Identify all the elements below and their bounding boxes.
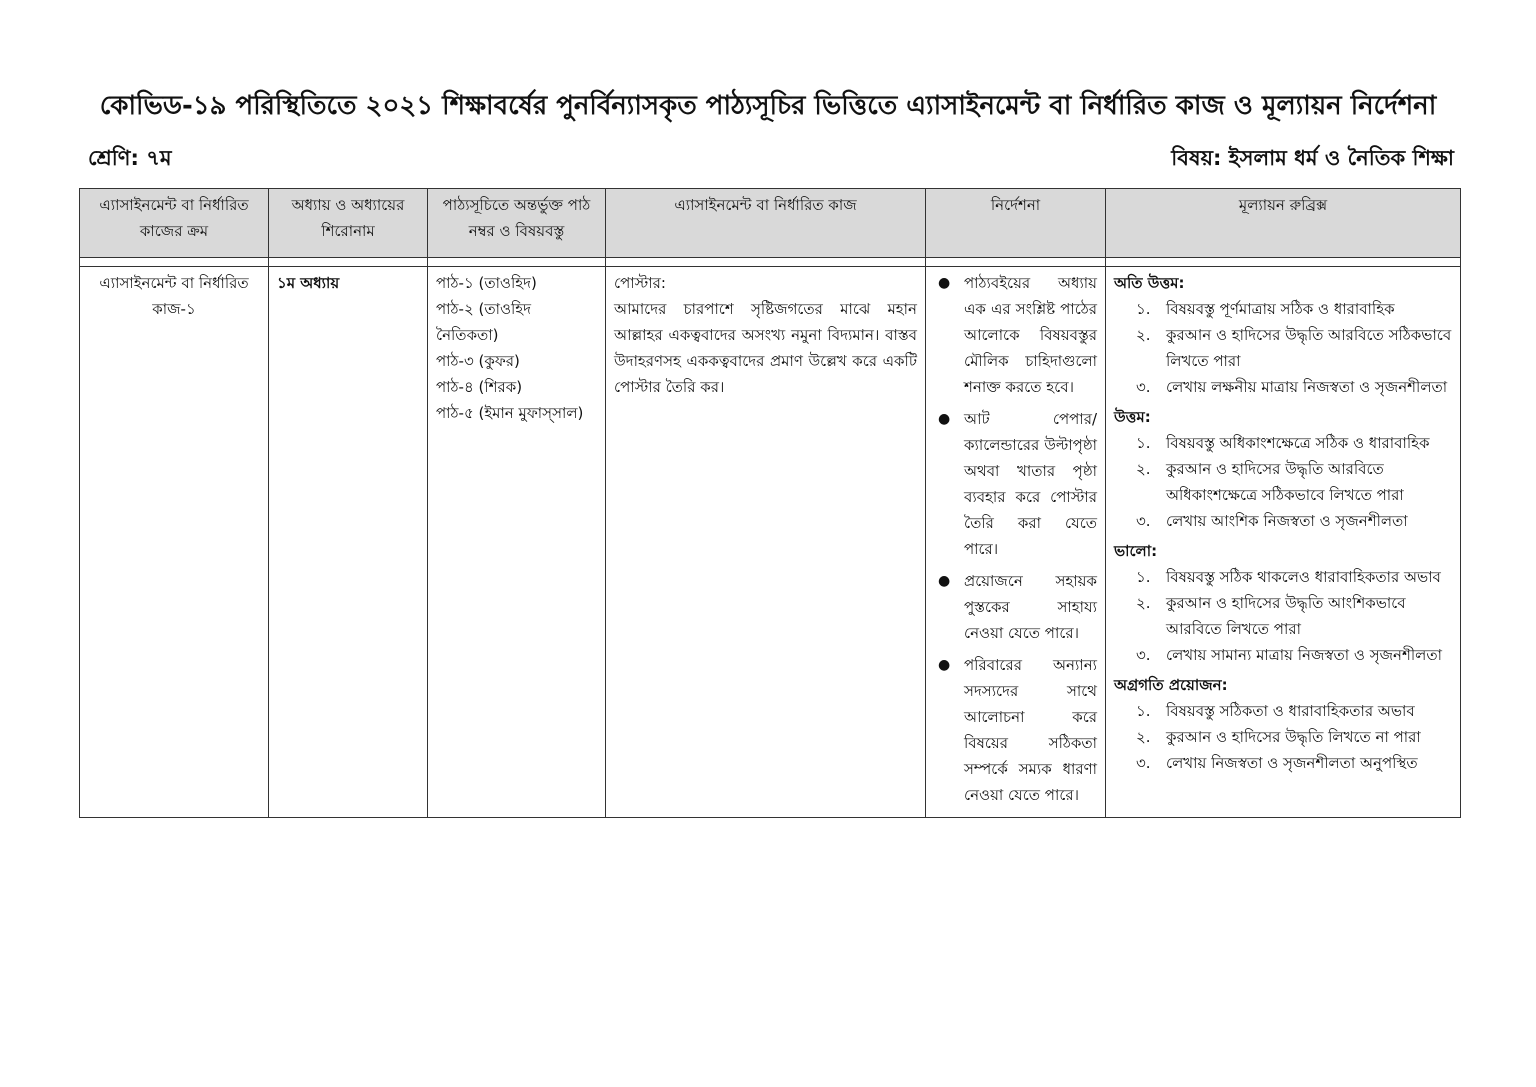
list-item (1114, 322, 1452, 374)
list-item (1114, 508, 1452, 534)
rubric-text: বিষয়বস্তু সঠিক থাকলেও ধারাবাহিকতার অভাব (1166, 568, 1441, 586)
rubric-number: ৩. (1136, 754, 1151, 772)
rubric-text: বিষয়বস্তু পূর্ণমাত্রায় সঠিক ও ধারাবাহিক (1166, 300, 1395, 318)
list-item (934, 652, 1097, 808)
lesson-item: পাঠ-১ (তাওহিদ) (436, 274, 537, 292)
rubric-number: ২. (1136, 326, 1151, 344)
rubric-text: লেখায় আংশিক নিজস্বতা ও সৃজনশীলতা (1166, 512, 1408, 530)
list-item (1114, 456, 1452, 508)
table-gap-row (80, 258, 1461, 267)
table-row (80, 267, 1461, 818)
cell-task (606, 267, 926, 818)
header-rubrics: মূল্যায়ন রুব্রিক্স (1106, 189, 1461, 258)
list-item (1114, 724, 1452, 750)
header-lessons: পাঠ্যসূচিতে অন্তর্ভুক্ত পাঠ নম্বর ও বিষয়বস্তু (428, 189, 606, 258)
rubric-list (1114, 430, 1452, 534)
bullet-icon: ● (938, 573, 951, 589)
instruction-text: পাঠ্যবইয়ের অধ্যায় এক এর সংশ্লিষ্ট পাঠের আলোকে বিষয়বস্তুর মৌলিক চাহিদাগুলো শনাক্ত করতে হবে। (964, 274, 1097, 396)
table-header-row (80, 189, 1461, 258)
instruction-list (934, 270, 1097, 808)
instruction-text: প্রয়োজনে সহায়ক পুস্তকের সাহায্য নেওয়া যেতে পারে। (964, 572, 1097, 642)
cell-chapter: ১ম অধ্যায় (269, 267, 428, 818)
list-item (1114, 642, 1452, 668)
lesson-item: পাঠ-৫ (ইমান মুফাস্সাল) (436, 404, 584, 422)
rubric-number: ২. (1136, 594, 1151, 612)
rubric-text: কুরআন ও হাদিসের উদ্ধৃতি আংশিকভাবে আরবিতে লিখতে পারা (1166, 594, 1406, 638)
page-title: কোভিড-১৯ পরিস্থিতিতে ২০২১ শিক্ষাবর্ষের পুনর্বিন্যাসকৃত পাঠ্যসূচির ভিত্তিতে এ্যাসাইনমেন্ট বা নির্ধারিত কাজ ও মূল্যায়ন নির্দেশনা (99, 91, 1437, 121)
rubric-text: কুরআন ও হাদিসের উদ্ধৃতি আরবিতে সঠিকভাবে লিখতে পারা (1166, 326, 1452, 370)
rubric-number: ২. (1136, 728, 1151, 746)
rubric-number: ১. (1136, 702, 1151, 720)
task-text: আমাদের চারপাশে সৃষ্টিজগতের মাঝে মহান আল্লাহর একত্ববাদের অসংখ্য নমুনা বিদ্যমান। বাস্তব উদাহরণসহ এককত্ববাদের প্রমাণ উল্লেখ করে একটি পোস্টার তৈরি কর। (614, 300, 917, 396)
task-label: পোস্টার: (614, 274, 666, 292)
class-label: শ্রেণি: ৭ম (88, 146, 172, 170)
header-instructions: নির্দেশনা (926, 189, 1106, 258)
lesson-item: পাঠ-২ (তাওহিদ নৈতিকতা) (436, 300, 532, 344)
cell-lessons (428, 267, 606, 818)
list-item (1114, 430, 1452, 456)
rubric-text: লেখায় সামান্য মাত্রায় নিজস্বতা ও সৃজনশীলতা (1166, 646, 1442, 664)
list-item (1114, 296, 1452, 322)
subject-label: বিষয়: ইসলাম ধর্ম ও নৈতিক শিক্ষা (1171, 146, 1454, 170)
lesson-item: পাঠ-৪ (শিরক) (436, 378, 523, 396)
assignment-table (79, 188, 1461, 818)
instruction-text: পরিবারের অন্যান্য সদস্যদের সাথে আলোচনা করে বিষয়ের সঠিকতা সম্পর্কে সম্যক ধারণা নেওয়া যেতে পারে। (964, 656, 1097, 804)
rubric-text: বিষয়বস্তু অধিকাংশক্ষেত্রে সঠিক ও ধারাবাহিক (1166, 434, 1430, 452)
rubric-level: অতি উত্তম: (1114, 274, 1185, 292)
list-item (1114, 564, 1452, 590)
rubric-list (1114, 698, 1452, 776)
header-sequence: এ্যাসাইনমেন্ট বা নির্ধারিত কাজের ক্রম (80, 189, 269, 258)
instruction-text: আট পেপার/ক্যালেন্ডারের উল্টাপৃষ্ঠা অথবা খাতার পৃষ্ঠা ব্যবহার করে পোস্টার তৈরি করা যেতে পারে। (964, 410, 1097, 558)
rubric-level: উত্তম: (1114, 408, 1151, 426)
bullet-icon: ● (938, 411, 951, 427)
rubric-number: ১. (1136, 568, 1151, 586)
header-task: এ্যাসাইনমেন্ট বা নির্ধারিত কাজ (606, 189, 926, 258)
rubric-number: ১. (1136, 434, 1151, 452)
list-item (1114, 590, 1452, 642)
rubric-list (1114, 564, 1452, 668)
rubric-list (1114, 296, 1452, 400)
rubric-text: কুরআন ও হাদিসের উদ্ধৃতি আরবিতে অধিকাংশক্ষেত্রে সঠিকভাবে লিখতে পারা (1166, 460, 1404, 504)
list-item (1114, 698, 1452, 724)
bullet-icon: ● (938, 275, 951, 291)
rubric-number: ৩. (1136, 646, 1151, 664)
rubric-number: ২. (1136, 460, 1151, 478)
cell-rubrics (1106, 267, 1461, 818)
list-item (1114, 750, 1452, 776)
rubric-number: ৩. (1136, 512, 1151, 530)
cell-instructions (926, 267, 1106, 818)
rubric-text: লেখায় নিজস্বতা ও সৃজনশীলতা অনুপস্থিত (1166, 754, 1418, 772)
rubric-text: কুরআন ও হাদিসের উদ্ধৃতি লিখতে না পারা (1166, 728, 1421, 746)
rubric-level: অগ্রগতি প্রয়োজন: (1114, 676, 1228, 694)
lesson-item: পাঠ-৩ (কুফর) (436, 352, 520, 370)
rubric-number: ৩. (1136, 378, 1151, 396)
header-chapter: অধ্যায় ও অধ্যায়ের শিরোনাম (269, 189, 428, 258)
list-item (934, 406, 1097, 562)
list-item (934, 270, 1097, 400)
rubric-text: লেখায় লক্ষনীয় মাত্রায় নিজস্বতা ও সৃজনশীলতা (1166, 378, 1448, 396)
cell-sequence: এ্যাসাইনমেন্ট বা নির্ধারিত কাজ-১ (80, 267, 269, 818)
list-item (1114, 374, 1452, 400)
bullet-icon: ● (938, 657, 951, 673)
rubric-level: ভালো: (1114, 542, 1158, 560)
rubric-text: বিষয়বস্তু সঠিকতা ও ধারাবাহিকতার অভাব (1166, 702, 1415, 720)
list-item (934, 568, 1097, 646)
rubric-number: ১. (1136, 300, 1151, 318)
